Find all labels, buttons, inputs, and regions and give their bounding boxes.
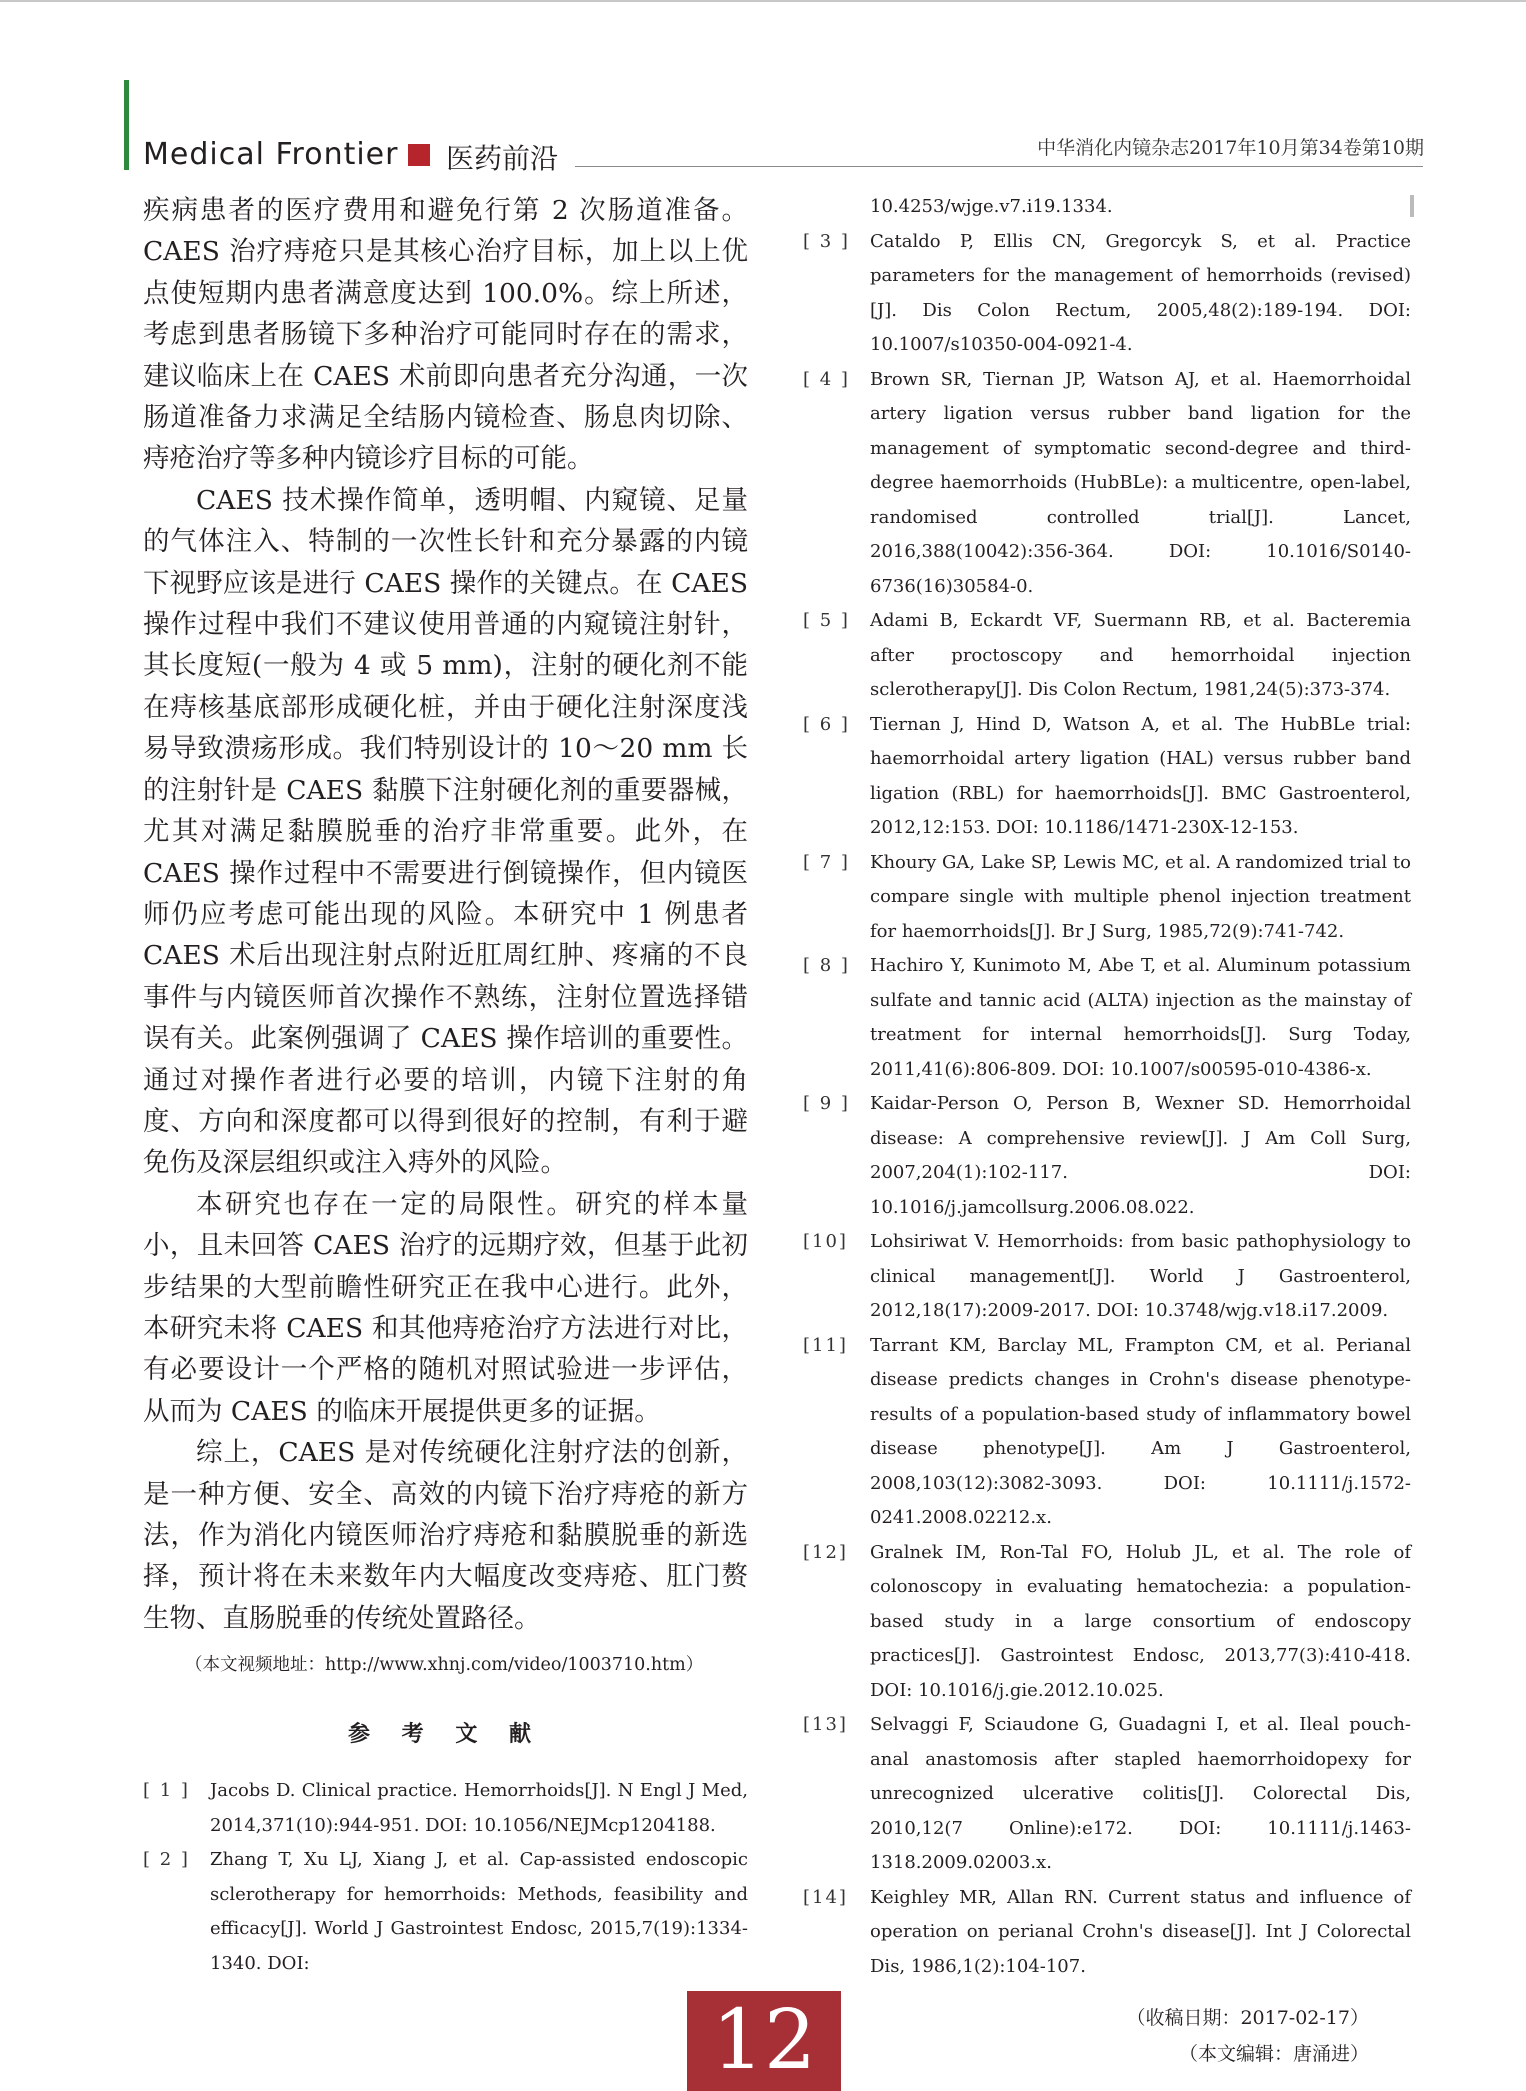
- reference-item: [803, 1881, 1411, 1985]
- reference-number: [ 4 ]: [803, 368, 850, 390]
- reference-item: [803, 846, 1411, 950]
- reference-text: Gralnek IM, Ron-Tal FO, Holub JL, et al. The role of colonoscopy in evaluating hematochezia: a population-based study in a large consortium of endoscopy practices[J]. Gastrointest Endosc, 2013,77(3):410-418. DOI: 10.1016/j.gie.2012.10.025.: [870, 1541, 1411, 1701]
- reference-text: Selvaggi F, Sciaudone G, Guadagni I, et al. Ileal pouch-anal anastomosis after stapled haemorrhoidopexy for unrecognized ulcerative colitis[J]. Colorectal Dis, 2010,12(7 Online):e172. DOI: 10.1111/j.1463-1318.2009.02003.x.: [870, 1714, 1411, 1873]
- reference-text: Keighley MR, Allan RN. Current status and influence of operation on perianal Crohn's disease[J]. Int J Colorectal Dis, 1986,1(2):104-107.: [870, 1886, 1411, 1977]
- reference-number: [13]: [803, 1714, 848, 1735]
- reference-number: [ 6 ]: [803, 713, 850, 735]
- reference-text: Tarrant KM, Barclay ML, Frampton CM, et al. Perianal disease predicts changes in Crohn's disease phenotype-results of a population-based study of inflammatory bowel disease phenotype[J]. Am J Gastroenterol, 2008,103(12):3082-3093. DOI: 10.1111/j.1572-0241.2008.02212.x.: [870, 1334, 1411, 1528]
- reference-number: [12]: [803, 1541, 848, 1563]
- reference-text: Khoury GA, Lake SP, Lewis MC, et al. A randomized trial to compare single with multiple phenol injection treatment for haemorrhoids[J]. Br J Surg, 1985,72(9):741-742.: [870, 851, 1411, 942]
- reference-text: Jacobs D. Clinical practice. Hemorrhoids[J]. N Engl J Med, 2014,371(10):944-951. DOI: 10.1056/NEJMcp1204188.: [210, 1780, 748, 1836]
- reference-item: [803, 604, 1411, 708]
- section-square-icon: [408, 144, 430, 166]
- reference-number: [ 8 ]: [803, 955, 850, 976]
- reference-number: [10]: [803, 1231, 848, 1252]
- reference-item: [143, 1774, 748, 1843]
- reference-number: [803, 190, 870, 225]
- reference-item: [803, 1329, 1411, 1536]
- reference-number: [ 1 ]: [143, 1780, 190, 1802]
- reference-item: [803, 363, 1411, 605]
- reference-item: [803, 708, 1411, 846]
- reference-number: [ 9 ]: [803, 1093, 850, 1114]
- reference-item: [143, 1843, 748, 1981]
- reference-text: Hachiro Y, Kunimoto M, Abe T, et al. Aluminum potassium sulfate and tannic acid (ALTA) injection as the mainstay of treatment for internal hemorrhoids[J]. Surg Today, 2011,41(6):806-809. DOI: 10.1007/s00595-010-4386-x.: [870, 955, 1411, 1080]
- header-rule: [575, 166, 1423, 167]
- reference-number: [ 3 ]: [803, 230, 850, 252]
- reference-item: [803, 1708, 1411, 1881]
- reference-item: [803, 1536, 1411, 1709]
- received-date: （收稿日期：2017-02-17）: [1126, 2007, 1369, 2029]
- body-paragraph: 本研究也存在一定的局限性。研究的样本量小，且未回答 CAES 治疗的远期疗效，但基于此初步结果的大型前瞻性研究正在我中心进行。此外，本研究未将 CAES 和其他痔疮治疗方法进行对比，有必要设计一个严格的随机对照试验进一步评估，从而为 CAES 的临床开展提供更多的证据。: [143, 1188, 748, 1427]
- reference-number: [14]: [803, 1886, 848, 1908]
- section-accent-bar: [124, 80, 129, 170]
- reference-text: Kaidar-Person O, Person B, Wexner SD. Hemorrhoidal disease: A comprehensive review[J]. J Am Coll Surg, 2007,204(1):102-117. DOI: 10.1016/j.jamcollsurg.2006.08.022.: [870, 1093, 1411, 1218]
- video-link-note: （本文视频地址：http://www.xhnj.com/video/1003710.htm）: [185, 1655, 704, 1676]
- reference-item: [803, 225, 1411, 363]
- section-title-en: Medical Frontier: [143, 137, 399, 172]
- reference-item: [803, 949, 1411, 1087]
- top-border: [0, 0, 1526, 2]
- body-paragraph: 疾病患者的医疗费用和避免行第 2 次肠道准备。CAES 治疗痔疮只是其核心治疗目标，加上以上优点使短期内患者满意度达到 100.0%。综上所述，考虑到患者肠镜下多种治疗可能同时存在的需求，建议临床上在 CAES 术前即向患者充分沟通，一次肠道准备力求满足全结肠内镜检查、肠息肉切除、痔疮治疗等多种内镜诊疗目标的可能。: [143, 195, 748, 475]
- right-column: [803, 190, 1411, 2072]
- reference-item-continued: [803, 190, 1411, 225]
- reference-text: Zhang T, Xu LJ, Xiang J, et al. Cap-assisted endoscopic sclerotherapy for hemorrhoids: Methods, feasibility and efficacy[J]. World J Gastrointest Endosc, 2015,7(19):1334-1340. DOI:: [210, 1849, 748, 1974]
- reference-item: [803, 1087, 1411, 1225]
- body-paragraph: 综上，CAES 是对传统硬化注射疗法的创新，是一种方便、安全、高效的内镜下治疗痔疮的新方法，作为消化内镜医师治疗痔疮和黏膜脱垂的新选择，预计将在未来数年内大幅度改变痔疮、肛门赘生物、直肠脱垂的传统处置路径。: [143, 1437, 748, 1634]
- reference-number: [11]: [803, 1334, 848, 1356]
- reference-number: [ 2 ]: [143, 1849, 190, 1871]
- page-number: 12: [687, 1991, 841, 2091]
- section-title-cn: 医药前沿: [446, 142, 559, 175]
- reference-number: [ 5 ]: [803, 610, 850, 631]
- reference-number: [ 7 ]: [803, 851, 850, 873]
- editor-note: （本文编辑：唐涌进）: [1178, 2043, 1369, 2065]
- reference-text: Brown SR, Tiernan JP, Watson AJ, et al. Haemorrhoidal artery ligation versus rubber band ligation for the management of symptomatic second-degree and third-degree haemorrhoids (HubBLe): a multicentre, open-label, randomised controlled trial[J]. Lancet, 2016,388(10042):356-364. DOI: 10.1016/S0140-6736(16)30584-0.: [870, 368, 1411, 597]
- reference-text: Lohsiriwat V. Hemorrhoids: from basic pathophysiology to clinical management[J]. World J Gastroenterol, 2012,18(17):2009-2017. DOI: 10.3748/wjg.v18.i17.2009.: [870, 1231, 1411, 1321]
- body-paragraph: CAES 技术操作简单，透明帽、内窥镜、足量的气体注入、特制的一次性长针和充分暴露的内镜下视野应该是进行 CAES 操作的关键点。在 CAES 操作过程中我们不建议使用普通的内窥镜注射针，其长度短(一般为 4 或 5 mm)，注射的硬化剂不能在痔核基底部形成硬化桩，并由于硬化注射深度浅易导致溃疡形成。我们特别设计的 10～20 mm 长的注射针是 CAES 黏膜下注射硬化剂的重要器械，尤其对满足黏膜脱垂的治疗非常重要。此外，在 CAES 操作过程中不需要进行倒镜操作，但内镜医师仍应考虑可能出现的风险。本研究中 1 例患者 CAES 术后出现注射点附近肛周红肿、疼痛的不良事件与内镜医师首次操作不熟练，注射位置选择错误有关。此案例强调了 CAES 操作培训的重要性。通过对操作者进行必要的培训，内镜下注射的角度、方向和深度都可以得到很好的控制，有利于避免伤及深层组织或注入痔外的风险。: [143, 484, 748, 1179]
- reference-item: [803, 1225, 1411, 1329]
- reference-list-left: [143, 1774, 748, 1981]
- left-column: [143, 190, 748, 1981]
- reference-text: Cataldo P, Ellis CN, Gregorcyk S, et al. Practice parameters for the management of hemorrhoids (revised)[J]. Dis Colon Rectum, 2005,48(2):189-194. DOI: 10.1007/s10350-004-0921-4.: [870, 230, 1411, 355]
- reference-text: 10.4253/wjge.v7.i19.1334.: [870, 196, 1113, 217]
- references-heading: 参 考 文 献: [348, 1721, 543, 1748]
- reference-text: Tiernan J, Hind D, Watson A, et al. The HubBLe trial: haemorrhoidal artery ligation (HAL) versus rubber band ligation (RBL) for haemorrhoids[J]. BMC Gastroenterol, 2012,12:153. DOI: 10.1186/1471-230X-12-153.: [870, 713, 1411, 838]
- reference-text: Adami B, Eckardt VF, Suermann RB, et al. Bacteremia after proctoscopy and hemorrhoidal injection sclerotherapy[J]. Dis Colon Rectum, 1981,24(5):373-374.: [870, 610, 1411, 700]
- journal-issue: 中华消化内镜杂志2017年10月第34卷第10期: [1037, 137, 1424, 159]
